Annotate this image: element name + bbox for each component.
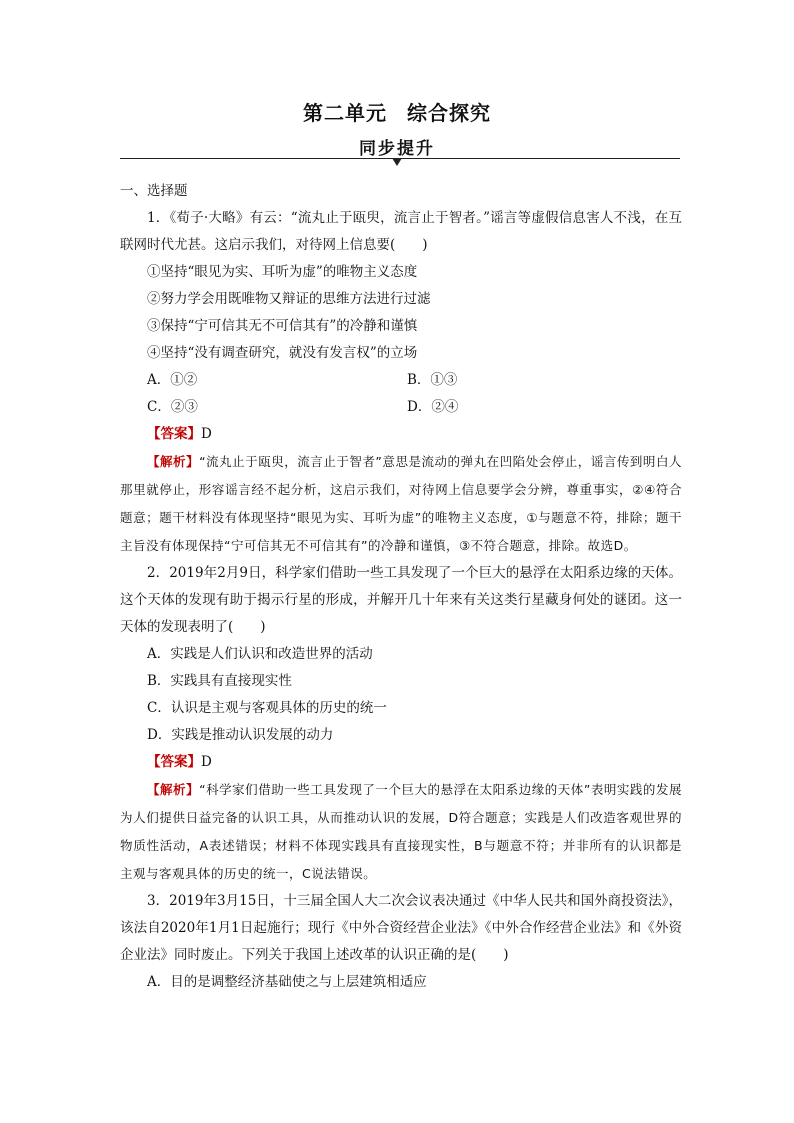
divider-marker-icon xyxy=(392,158,402,166)
option-b: B．实践具有直接现实性 xyxy=(147,673,292,689)
option-a: A．实践是人们认识和改造世界的活动 xyxy=(147,646,373,662)
answer-line xyxy=(120,749,682,776)
option-c: C．②③ xyxy=(147,399,198,415)
answer-tag: 【答案】 xyxy=(147,426,201,442)
option-row xyxy=(120,394,682,421)
question-3 xyxy=(120,888,682,996)
answer-value: D xyxy=(201,754,212,770)
explanation xyxy=(120,448,682,560)
section-heading: 一、选择题 xyxy=(120,183,188,199)
unit-name: 综合探究 xyxy=(407,101,491,125)
content xyxy=(120,178,682,996)
option-a: A．目的是调整经济基础使之与上层建筑相适应 xyxy=(147,974,427,990)
explanation xyxy=(120,776,682,888)
question-stem: 3．2019年3月15日，十三届全国人大二次会议表决通过《中华人民共和国外商投资法》，该法自2020年1月1日起施行；现行《中外合资经营企业法》《中外合作经营企业法》和《外资企业法》同时废止。下列关于我国上述改革的认识正确的是( ) xyxy=(120,893,682,963)
option-b: B．①③ xyxy=(407,372,458,388)
explain-tag: 【解析】 xyxy=(147,454,200,469)
question-stem: 1．《荀子·大略》有云：“流丸止于瓯臾，流言止于智者。”谣言等虚假信息害人不浅，在互联网时代尤甚。这启示我们，对待网上信息要( ) xyxy=(120,210,682,253)
statement: ①坚持“眼见为实、耳听为虚”的唯物主义态度 xyxy=(147,264,418,280)
section-subtitle: 同步提升 xyxy=(359,139,435,159)
unit-title xyxy=(0,97,794,126)
option-d: D．实践是推动认识发展的动力 xyxy=(147,727,334,743)
explain-tag: 【解析】 xyxy=(147,782,200,797)
option-row xyxy=(120,367,682,394)
option-d: D．②④ xyxy=(407,399,459,415)
option-c: C．认识是主观与客观具体的历史的统一 xyxy=(147,700,387,716)
option-a: A．①② xyxy=(147,372,198,388)
question-2 xyxy=(120,560,682,888)
question-stem: 2．2019年2月9日，科学家们借助一些工具发现了一个巨大的悬浮在太阳系边缘的天体。这个天体的发现有助于揭示行星的形成，并解开几十年来有关这类行星藏身何处的谜团。这一天体的发现表明了( ) xyxy=(120,565,682,635)
statement: ④坚持“没有调查研究，就没有发言权”的立场 xyxy=(147,345,418,361)
explanation-text: “流丸止于瓯臾，流言止于智者”意思是流动的弹丸在凹陷处会停止，谣言传到明白人那里就停止，形容谣言经不起分析，这启示我们，对待网上信息要学会分辨，尊重事实，②④符合题意；题干材料没有体现坚持“眼见为实、耳听为虚”的唯物主义态度，①与题意不符，排除；题干主旨没有体现保持“宁可信其无不可信其有”的冷静和谨慎，③不符合题意，排除。故选D。 xyxy=(120,454,682,553)
statement: ③保持“宁可信其无不可信其有”的冷静和谨慎 xyxy=(147,318,418,334)
unit-number: 第二单元 xyxy=(303,101,387,125)
answer-line xyxy=(120,421,682,448)
question-1 xyxy=(120,205,682,560)
answer-tag: 【答案】 xyxy=(147,754,201,770)
explanation-text: “科学家们借助一些工具发现了一个巨大的悬浮在太阳系边缘的天体”表明实践的发展为人们提供日益完备的认识工具，从而推动认识的发展，D符合题意；实践是人们改造客观世界的物质性活动，A表述错误；材料不体现实践具有直接现实性，B与题意不符；并非所有的认识都是主观与客观具体的历史的统一，C说法错误。 xyxy=(120,782,682,881)
statement: ②努力学会用既唯物又辩证的思维方法进行过滤 xyxy=(147,291,431,307)
answer-value: D xyxy=(201,426,212,442)
